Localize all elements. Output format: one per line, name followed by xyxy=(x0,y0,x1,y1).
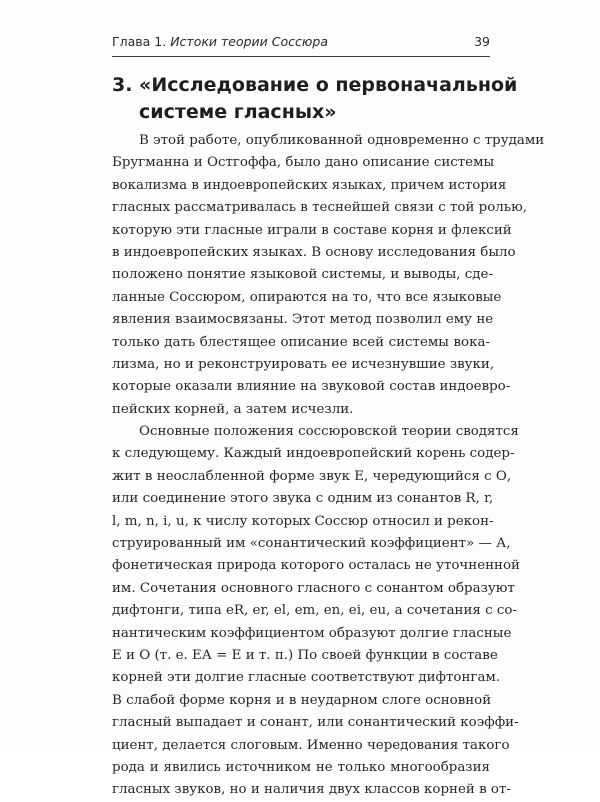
text-line: лизма, но и реконструировать ее исчезнувшие звуки, xyxy=(112,356,495,372)
text-line: гласных рассматривалась в теснейшей связи с той ролью, xyxy=(112,200,527,216)
text-line: Бругманна и Остгоффа, было дано описание системы xyxy=(112,155,495,171)
text-line: им. Сочетания основного гласного с сонантом образуют xyxy=(112,580,515,596)
text-line: гласный выпадает и сонант, или сонантический коэффи- xyxy=(112,715,519,731)
section-title xyxy=(112,72,518,126)
text-line: положено понятие языковой системы, и выводы, сде- xyxy=(112,267,493,283)
text-line: жит в неослабленной форме звук Е, чередующийся с О, xyxy=(112,468,512,484)
text-line: фонетическая природа которого осталась не уточненной xyxy=(112,558,520,574)
section-title-line-2: системе гласных» xyxy=(139,101,337,123)
text-line: Основные положения соссюровской теории сводятся xyxy=(139,424,519,440)
text-line: которую эти гласные играли в составе корня и флексий xyxy=(112,222,512,238)
running-head xyxy=(112,34,490,54)
running-head-chapter xyxy=(112,34,328,49)
header-rule xyxy=(112,56,490,57)
paragraph-2 xyxy=(112,421,520,802)
text-line: которые оказали влияние на звуковой состав индоевро- xyxy=(112,379,511,395)
text-line: рода и явились источником не только многообразия xyxy=(112,759,490,775)
text-line: или соединение этого звука с одним из сонантов R, r, xyxy=(112,491,494,507)
text-line: в индоевропейских языках. В основу исследования было xyxy=(112,244,516,260)
text-line: циент, делается слоговым. Именно чередования такого xyxy=(112,737,510,753)
chapter-title: Истоки теории Соссюра xyxy=(170,34,328,49)
text-line: пейских корней, а затем исчезли. xyxy=(112,401,354,417)
text-line: ланные Соссюром, опираются на то, что все языковые xyxy=(112,289,502,305)
text-line: только дать блестящее описание всей системы вока- xyxy=(112,334,490,350)
section-title-line-1: 3. «Исследование о первоначальной xyxy=(112,74,518,96)
text-line: к следующему. Каждый индоевропейский корень содер- xyxy=(112,446,515,462)
body-text xyxy=(112,130,545,802)
chapter-number: Глава 1. xyxy=(112,34,167,49)
text-line: струированный им «сонантический коэффициент» — А, xyxy=(112,536,511,552)
text-line: В этой работе, опубликованной одновременно с трудами xyxy=(139,133,545,148)
text-line: Е и О (т. е. ЕА = Е и т. п.) По своей функции в составе xyxy=(112,647,498,663)
text-line: корней эти долгие гласные соответствуют дифтонгам. xyxy=(112,670,501,686)
text-line: дифтонги, типа eR, er, el, em, en, ei, eu, а сочетания с со- xyxy=(112,603,517,619)
text-line: гласных звуков, но и наличия двух классов корней в от- xyxy=(112,782,511,798)
text-line: нантическим коэффициентом образуют долгие гласные xyxy=(112,625,512,641)
text-line: В слабой форме корня и в неударном слоге основной xyxy=(112,692,492,708)
text-line: явления взаимосвязаны. Этот метод позволил ему не xyxy=(112,312,494,328)
text-line: вокализма в индоевропейских языках, причем история xyxy=(112,177,507,193)
page-number: 39 xyxy=(474,34,490,49)
text-line: l, m, n, i, u, к числу которых Соссюр относил и рекон- xyxy=(112,513,494,529)
paragraph-1 xyxy=(112,130,545,421)
